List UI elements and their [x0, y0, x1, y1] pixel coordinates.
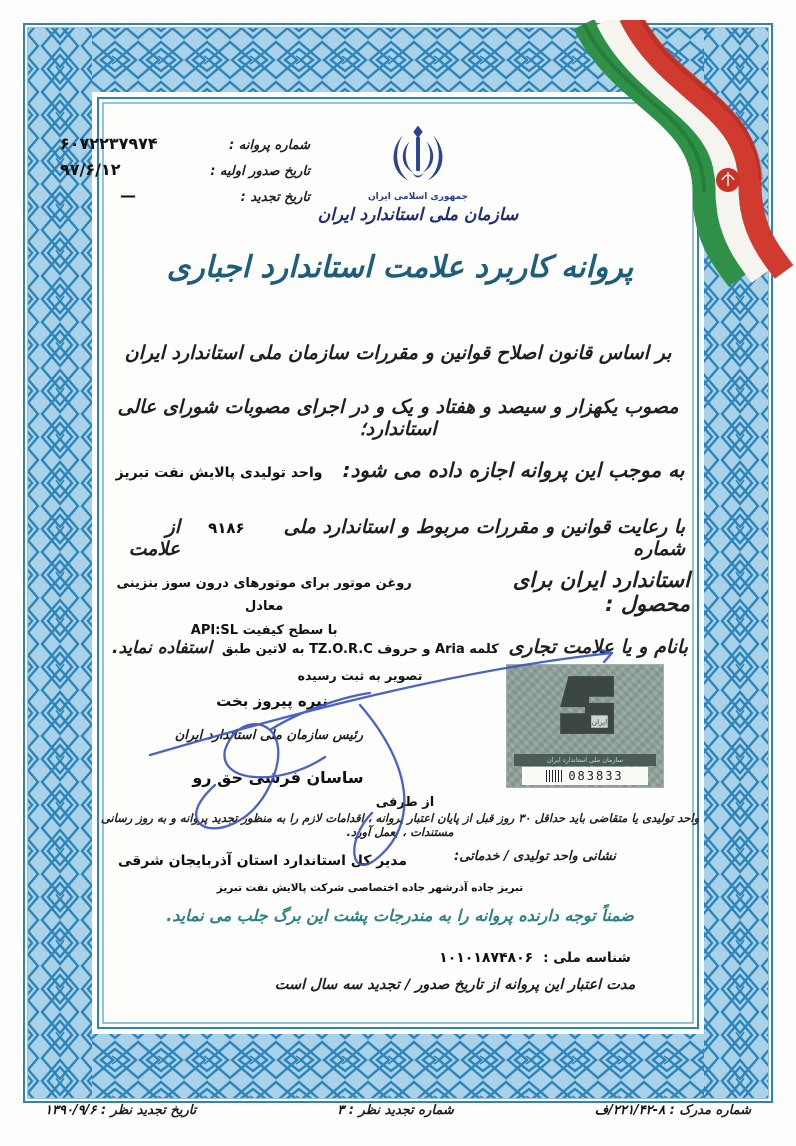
of-mark-text: از علامت: [128, 516, 181, 560]
trademark-label: بانام و یا علامت تجاری: [508, 636, 688, 658]
director-name: ساسان فرشی حق رو: [192, 768, 364, 787]
license-number-row: [60, 134, 310, 153]
notice-text: واحد تولیدی یا متقاضی باید حداقل ۳۰ روز قبل از پایان اعتبار پروانه ، اقدامات لازم را به منظور تجدید پروانه و به روز رسانی مستندات ، بعمل آورد.: [100, 811, 700, 839]
revision-date-value: ۱۳۹۰/۹/۶: [45, 1103, 97, 1118]
president-title: رئیس سازمان ملی استاندارد ایران: [174, 728, 363, 743]
product-row: [110, 568, 690, 642]
issue-date-label: تاریخ صدور اولیه :: [210, 164, 310, 179]
header-emblem-block: [308, 124, 528, 225]
standard-number: ۹۱۸۶: [208, 519, 245, 537]
pen-signature-icon: [120, 635, 660, 875]
grantee-name: واحد تولیدی پالایش نفت تبریز: [115, 465, 323, 481]
validity-statement: مدت اعتبار این پروانه از تاریخ صدور / تجدید سه سال است: [274, 977, 636, 993]
license-number-label: شماره پروانه :: [229, 138, 310, 153]
footer-strip: [45, 1103, 751, 1118]
svg-text:ایران: ایران: [591, 717, 608, 727]
doc-number: [595, 1103, 751, 1118]
grant-label: به موجب این پروانه اجازه داده می شود:: [342, 458, 685, 482]
renewal-date-label: تاریخ تجدید :: [240, 190, 310, 205]
republic-caption: جمهوری اسلامی ایران: [367, 192, 469, 202]
trademark-detail: کلمه Aria و حروف TZ.O.R.C به لاتین طبق: [221, 642, 499, 657]
revision-date: [45, 1103, 196, 1118]
back-note: ضمناً توجه دارنده پروانه را به مندرجات پشت این برگ جلب می نماید.: [166, 906, 634, 925]
product-label: استاندارد ایران برای محصول :: [512, 568, 690, 616]
license-number-value: ۶۰۷۲۲۳۷۹۷۴: [60, 134, 158, 153]
revision-date-label: تاریخ تجدید نظر :: [100, 1103, 197, 1118]
product-name-line2: با سطح کیفیت API:SL: [190, 622, 338, 638]
certificate-title: پروانه کاربرد علامت استاندارد اجباری: [166, 250, 634, 285]
revision-number-label: شماره تجدید نظر :: [348, 1103, 454, 1118]
license-meta-block: [60, 134, 310, 212]
hologram-serial-number: 083833: [568, 769, 624, 783]
national-id-value: ۱۰۱۰۱۸۷۴۸۰۶: [439, 950, 534, 966]
grant-row: [115, 458, 685, 482]
national-id-row: [380, 950, 690, 966]
revision-number-value: ۳: [337, 1103, 345, 1118]
issue-date-row: [60, 160, 310, 179]
body-line-2: مصوب یکهزار و سیصد و هفتاد و یک و در اجرای مصوبات شورای عالی استاندارد؛: [117, 396, 679, 440]
revision-number: [337, 1103, 453, 1118]
compliance-text: با رعایت قوانین و مقررات مربوط و استاندارد ملی شماره: [283, 516, 685, 560]
hologram-org-text: سازمان ملی استاندارد ایران: [514, 754, 656, 766]
director-title: مدیر کل استاندارد استان آذربایجان شرقی: [117, 853, 407, 869]
president-name: نیره پیروز بخت: [216, 692, 328, 710]
iran-coat-of-arms-icon: [386, 124, 450, 190]
use-clause: استفاده نماید.: [112, 638, 213, 658]
doc-number-label: شماره مدرک :: [669, 1103, 751, 1118]
renewal-date-row: [60, 186, 310, 205]
iran-flag-ribbon-icon: [556, 20, 796, 288]
compliance-row: [115, 516, 685, 560]
product-name-line1: روغن موتور برای موتورهای درون سوز بنزینی معادل: [116, 576, 412, 615]
address-label: نشانی واحد تولیدی / خدماتی:: [454, 849, 616, 864]
national-id-label: شناسه ملی :: [543, 950, 631, 966]
organization-name: سازمان ملی استاندارد ایران: [317, 205, 519, 225]
trademark-detail-2: تصویر به ثبت رسیده: [297, 668, 423, 683]
issue-date-value: ۹۷/۶/۱۲: [60, 160, 121, 179]
notice-heading: از طرفی: [375, 795, 435, 810]
address-value: تبریز جاده آذرشهر جاده اختصاصی شرکت پالایش نفت تبریز: [216, 882, 524, 894]
renewal-date-value: —: [120, 186, 137, 205]
body-line-1: بر اساس قانون اصلاح قوانین و مقررات سازمان ملی استاندارد ایران: [124, 342, 672, 364]
doc-number-value: ۸-۲۲۱/۴۲/ف: [594, 1103, 666, 1118]
